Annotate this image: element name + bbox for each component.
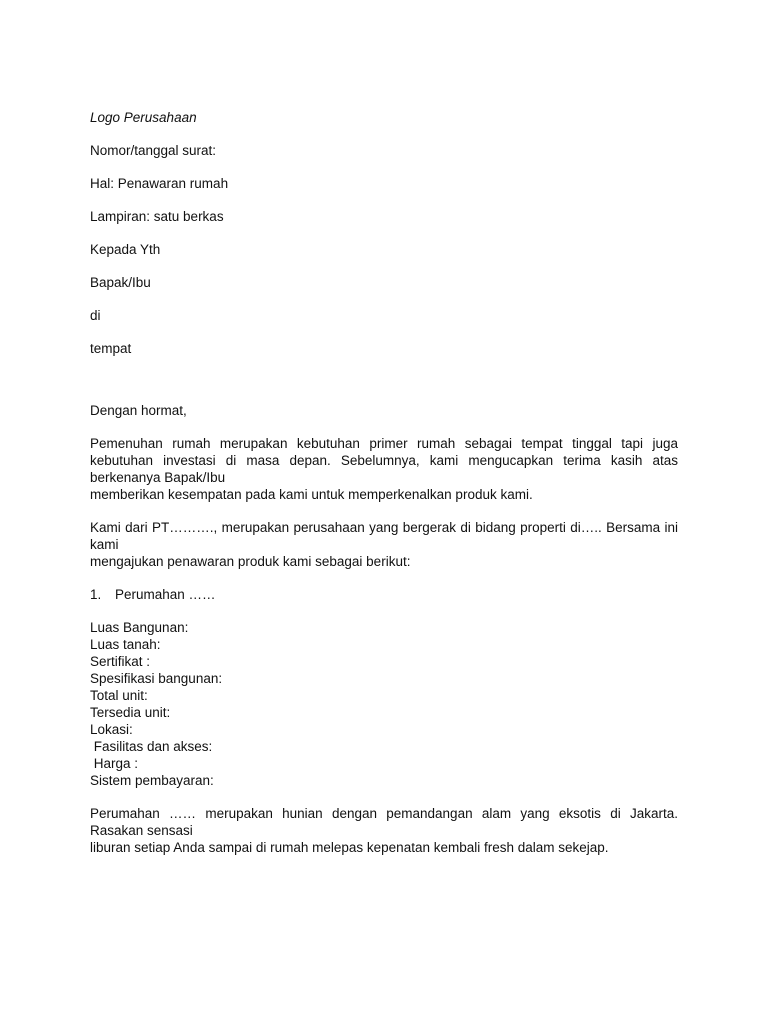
recipient-location-prefix: di	[90, 308, 101, 323]
letter-body	[90, 109, 678, 856]
salutation: Dengan hormat,	[90, 403, 187, 418]
paragraph-company	[90, 519, 678, 570]
paragraph-description-last-line: liburan setiap Anda sampai di rumah melepas kepenatan kembali fresh dalam sekejap.	[90, 840, 609, 855]
spec-item: Luas tanah:	[90, 637, 161, 652]
recipient-name: Bapak/Ibu	[90, 275, 151, 290]
paragraph-intro-last-line: memberikan kesempatan pada kami untuk memperkenalkan produk kami.	[90, 487, 533, 502]
spec-item: Spesifikasi bangunan:	[90, 671, 223, 686]
property-specifications	[90, 619, 678, 789]
spec-item: Harga :	[90, 756, 139, 771]
recipient-location: tempat	[90, 341, 132, 356]
spec-item: Sertifikat :	[90, 654, 151, 669]
paragraph-intro-text: Pemenuhan rumah merupakan kebutuhan primer rumah sebagai tempat tinggal tapi juga kebutuhan investasi di masa depan. Sebelumnya, kami mengucapkan terima kasih atas berkenanya Bapak/Ibu	[90, 436, 678, 485]
paragraph-intro	[90, 435, 678, 503]
paragraph-company-text: Kami dari PT………., merupakan perusahaan yang bergerak di bidang properti di….. Bersama ini kami	[90, 520, 678, 552]
list-number: 1.	[90, 587, 102, 602]
spec-item: Sistem pembayaran:	[90, 773, 214, 788]
list-item-label: Perumahan ……	[115, 587, 216, 602]
recipient-greeting: Kepada Yth	[90, 242, 161, 257]
spec-item: Lokasi:	[90, 722, 133, 737]
spec-item: Tersedia unit:	[90, 705, 171, 720]
spec-item: Total unit:	[90, 688, 148, 703]
letter-subject: Hal: Penawaran rumah	[90, 176, 229, 191]
paragraph-company-last-line: mengajukan penawaran produk kami sebagai berikut:	[90, 554, 411, 569]
paragraph-description-text: Perumahan …… merupakan hunian dengan pemandangan alam yang eksotis di Jakarta. Rasakan sensasi	[90, 806, 678, 838]
numbered-list-item	[90, 586, 678, 603]
letter-attachment: Lampiran: satu berkas	[90, 209, 224, 224]
company-logo-placeholder: Logo Perusahaan	[90, 110, 197, 125]
paragraph-description	[90, 805, 678, 856]
spec-item: Fasilitas dan akses:	[90, 739, 213, 754]
letter-number-date: Nomor/tanggal surat:	[90, 143, 217, 158]
spec-item: Luas Bangunan:	[90, 620, 189, 635]
